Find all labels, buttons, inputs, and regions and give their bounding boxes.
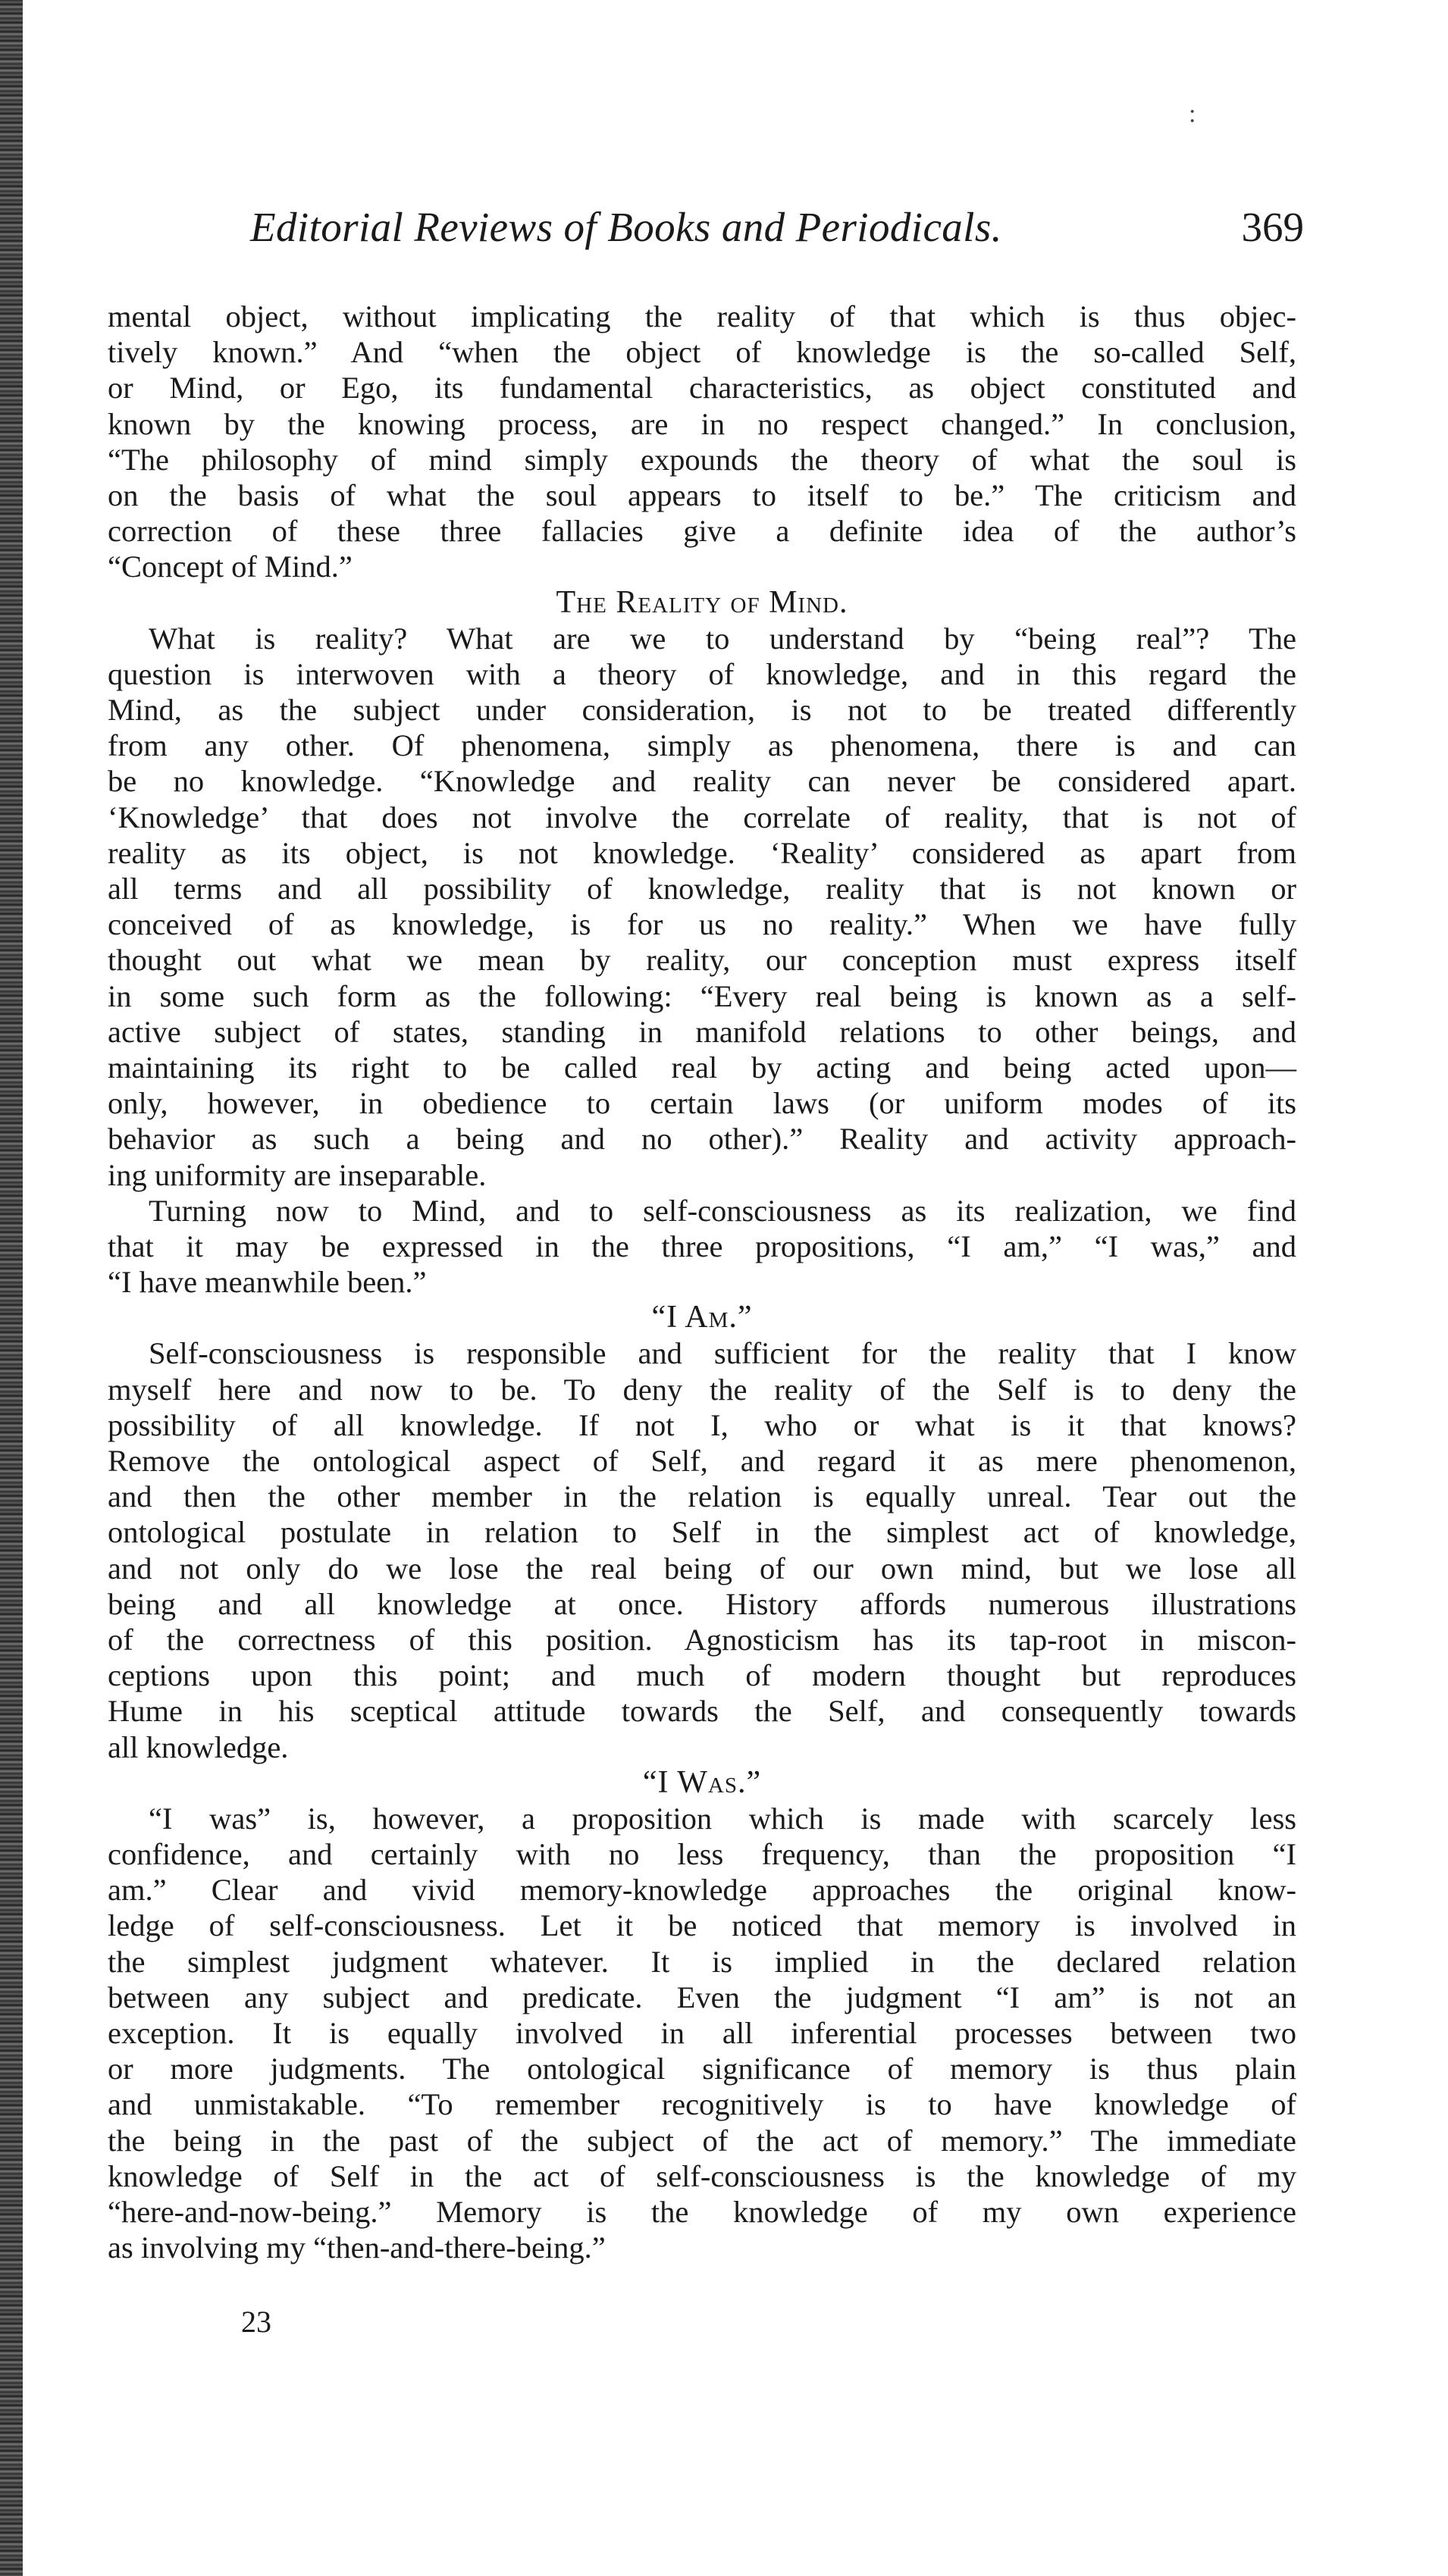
text-line: Turning now to Mind, and to self-consciousness as its realization, we find bbox=[149, 1193, 1296, 1228]
stray-mark: : bbox=[1189, 100, 1196, 128]
text-line: as involving my “then-and-there-being.” bbox=[108, 2230, 606, 2265]
text-line: on the basis of what the soul appears to itself to be.” The criticism and bbox=[108, 477, 1296, 512]
section-heading: “I Was.” bbox=[642, 1764, 762, 1800]
text-line: or Mind, or Ego, its fundamental characteristics, as object constituted and bbox=[108, 371, 1296, 405]
text-line: Remove the ontological aspect of Self, and regard it as mere phenomenon, bbox=[108, 1444, 1296, 1478]
text-line: myself here and now to be. To deny the reality of the Self is to deny the bbox=[108, 1372, 1296, 1407]
text-line: all knowledge. bbox=[108, 1729, 289, 1764]
text-line: correction of these three fallacies give a definite idea of the author’s bbox=[108, 514, 1296, 549]
text-line: the simplest judgment whatever. It is implied in the declared relation bbox=[108, 1944, 1296, 1979]
text-line: all terms and all possibility of knowledge, reality that is not known or bbox=[108, 872, 1296, 906]
text-line: knowledge of Self in the act of self-consciousness is the knowledge of my bbox=[108, 2158, 1296, 2193]
text-line: “here-and-now-being.” Memory is the knowledge of my own experience bbox=[108, 2194, 1296, 2229]
text-line: between any subject and predicate. Even the judgment “I am” is not an bbox=[108, 1980, 1296, 2014]
text-line: conceived of as knowledge, is for us no reality.” When we have fully bbox=[108, 907, 1296, 942]
text-line: “The philosophy of mind simply expounds the theory of what the soul is bbox=[108, 442, 1296, 477]
text-line: ontological postulate in relation to Self in the simplest act of knowledge, bbox=[108, 1515, 1296, 1550]
text-line: question is interwoven with a theory of knowledge, and in this regard the bbox=[108, 656, 1296, 691]
text-line: exception. It is equally involved in all inferential processes between two bbox=[108, 2016, 1296, 2050]
binding-edge bbox=[0, 0, 23, 2576]
text-line: reality as its object, is not knowledge. ‘Reality’ considered as apart from bbox=[108, 835, 1296, 870]
text-line: confidence, and certainly with no less frequency, than the proposition “I bbox=[108, 1837, 1296, 1872]
text-line: tively known.” And “when the object of knowledge is the so-called Self, bbox=[108, 335, 1296, 370]
text-line: maintaining its right to be called real by acting and being acted upon— bbox=[108, 1050, 1296, 1085]
text-line: What is reality? What are we to understand by “being real”? The bbox=[149, 621, 1296, 656]
body-text bbox=[108, 299, 1296, 2265]
text-line: of the correctness of this position. Agnosticism has its tap-root in miscon- bbox=[108, 1622, 1296, 1657]
text-line: Mind, as the subject under consideration, is not to be treated differently bbox=[108, 693, 1296, 728]
section-heading: The Reality of Mind. bbox=[556, 584, 848, 620]
text-line: thought out what we mean by reality, our conception must express itself bbox=[108, 943, 1296, 978]
text-line: ‘Knowledge’ that does not involve the correlate of reality, that is not of bbox=[108, 800, 1296, 834]
text-line: ceptions upon this point; and much of modern thought but reproduces bbox=[108, 1658, 1296, 1693]
running-title: Editorial Reviews of Books and Periodicals. bbox=[250, 204, 1002, 250]
text-line: “I was” is, however, a proposition which is made with scarcely less bbox=[149, 1801, 1296, 1836]
text-line: being and all knowledge at once. History affords numerous illustrations bbox=[108, 1586, 1296, 1621]
running-head bbox=[250, 203, 1304, 264]
text-line: and then the other member in the relation is equally unreal. Tear out the bbox=[108, 1479, 1296, 1514]
text-line: active subject of states, standing in manifold relations to other beings, and bbox=[108, 1014, 1296, 1049]
text-line: in some such form as the following: “Every real being is known as a self- bbox=[108, 978, 1296, 1013]
text-line: possibility of all knowledge. If not I, who or what is it that knows? bbox=[108, 1407, 1296, 1442]
text-line: Self-consciousness is responsible and sufficient for the reality that I know bbox=[149, 1336, 1296, 1371]
text-line: Hume in his sceptical attitude towards the Self, and consequently towards bbox=[108, 1694, 1296, 1729]
text-line: ing uniformity are inseparable. bbox=[108, 1157, 487, 1192]
text-line: known by the knowing process, are in no respect changed.” In conclusion, bbox=[108, 406, 1296, 441]
text-line: am.” Clear and vivid memory-knowledge approaches the original know- bbox=[108, 1873, 1296, 1908]
text-line: mental object, without implicating the reality of that which is thus objec- bbox=[108, 299, 1296, 333]
page-number: 369 bbox=[1241, 204, 1304, 250]
text-line: ledge of self-consciousness. Let it be noticed that memory is involved in bbox=[108, 1908, 1296, 1943]
text-line: and not only do we lose the real being of our own mind, but we lose all bbox=[108, 1551, 1296, 1585]
text-line: and unmistakable. “To remember recognitively is to have knowledge of bbox=[108, 2087, 1296, 2122]
text-line: from any other. Of phenomena, simply as phenomena, there is and can bbox=[108, 728, 1296, 763]
text-line: that it may be expressed in the three propositions, “I am,” “I was,” and bbox=[108, 1229, 1296, 1263]
section-heading: “I Am.” bbox=[651, 1300, 753, 1335]
text-line: “Concept of Mind.” bbox=[108, 549, 353, 584]
text-line: or more judgments. The ontological significance of memory is thus plain bbox=[108, 2052, 1296, 2086]
signature-mark: 23 bbox=[241, 2305, 271, 2339]
text-line: “I have meanwhile been.” bbox=[108, 1265, 427, 1300]
text-line: only, however, in obedience to certain laws (or uniform modes of its bbox=[108, 1086, 1296, 1121]
text-line: behavior as such a being and no other).” Reality and activity approach- bbox=[108, 1122, 1296, 1157]
text-line: the being in the past of the subject of the act of memory.” The immediate bbox=[108, 2123, 1296, 2158]
text-line: be no knowledge. “Knowledge and reality can never be considered apart. bbox=[108, 764, 1296, 799]
